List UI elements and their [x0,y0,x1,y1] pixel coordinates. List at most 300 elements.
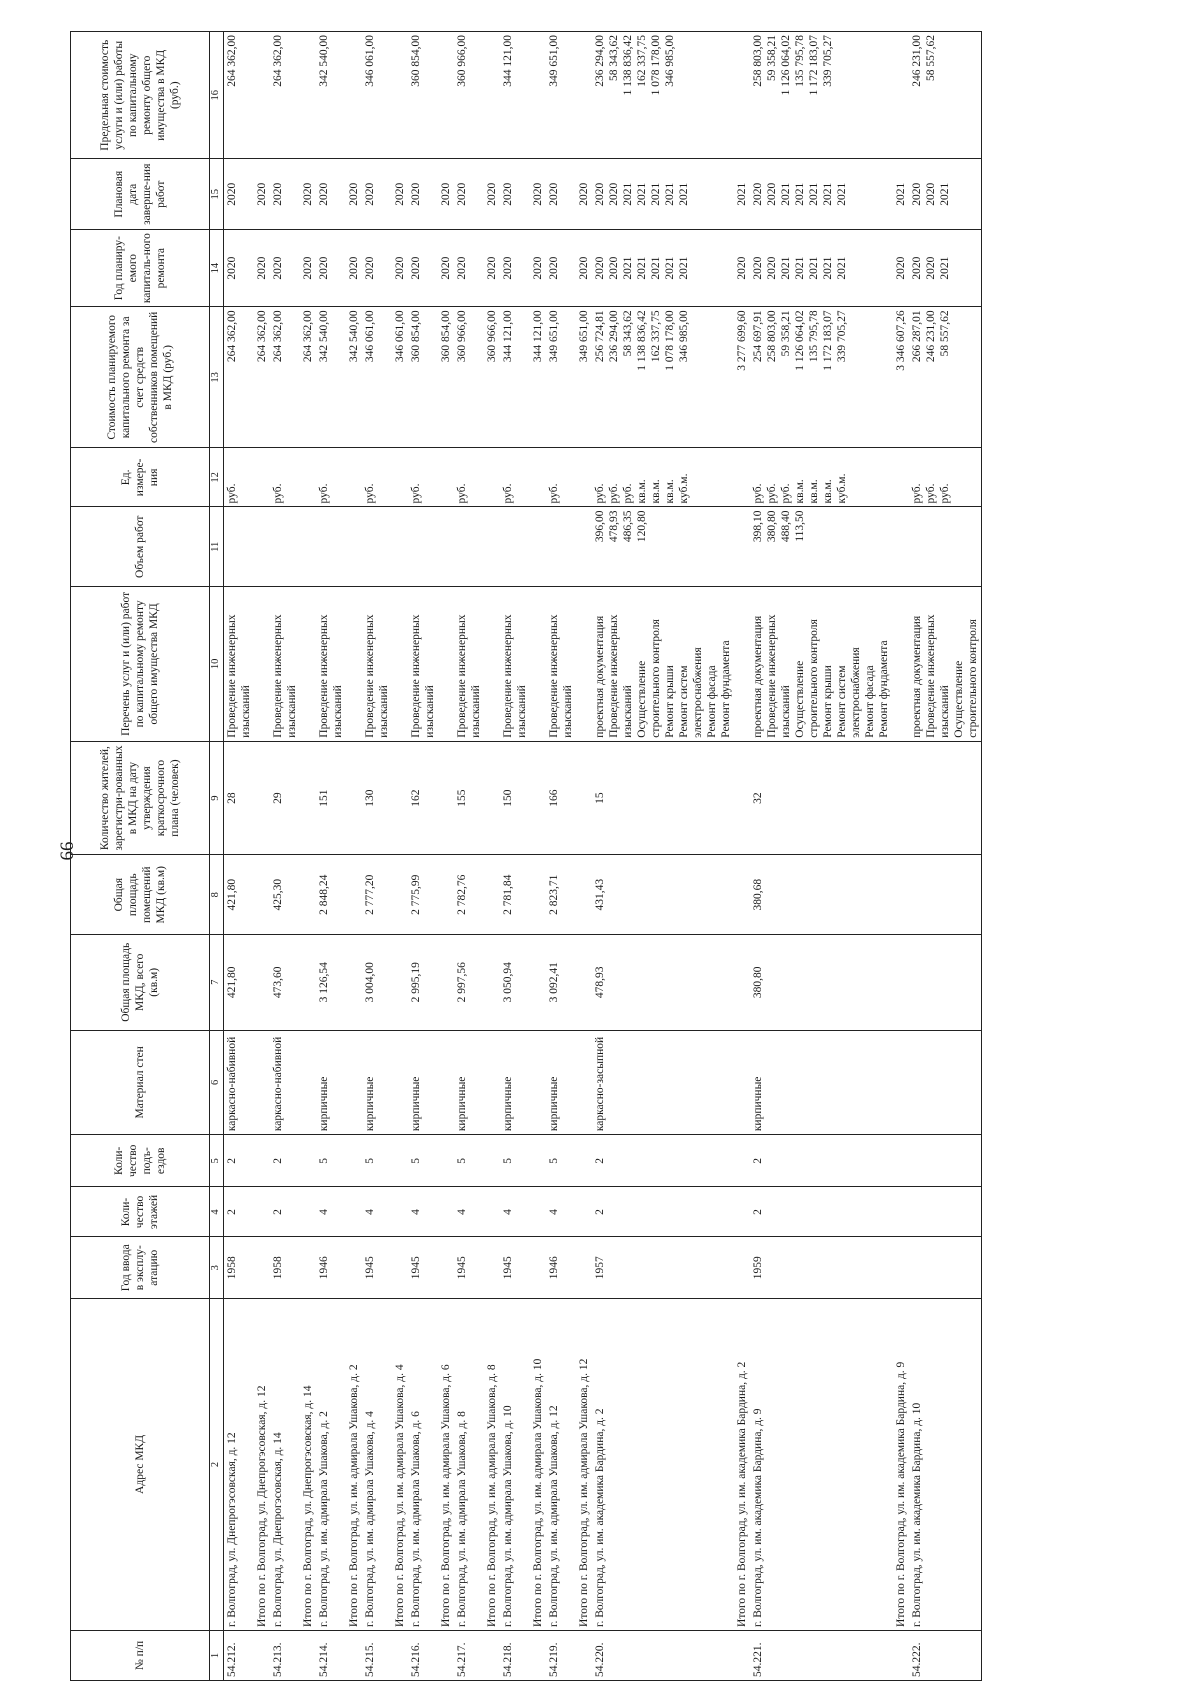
column-number: 2 [210,1298,224,1630]
unit: куб.м. [836,473,849,504]
total-cell [576,1630,592,1680]
total-cell [346,507,362,587]
total-cell [530,1237,546,1298]
cell-row-number [223,1630,254,1680]
total-cell [893,32,909,159]
cell-entrances-count [362,1135,392,1187]
cell-entrances-count [500,1135,530,1187]
repair-year: 2020 [409,256,422,280]
total-end-date: 2020 [393,182,406,206]
total-cell [300,741,316,855]
cell-residents-count [408,741,438,855]
total-cell [576,741,592,855]
cell-floors-count [408,1187,438,1237]
total-area: 3 092,41 [548,962,561,1003]
total-area: 478,93 [594,966,607,999]
work-type: Ремонт крыши [664,665,677,738]
commission-year: 1945 [456,1256,469,1280]
unit: куб.м. [678,473,691,504]
total-cell [254,1187,270,1237]
cell-max-cost [546,32,576,159]
cell-wall-material [500,1030,530,1135]
table-row [362,32,392,1681]
total-cell [893,307,909,448]
total-cell [392,32,408,159]
cell-repair-year [316,229,346,306]
total-cell [300,32,316,159]
repair-year: 2021 [808,256,821,280]
total-cell [346,448,362,507]
total-cell [346,1135,362,1187]
floors-count: 4 [363,1209,376,1215]
max-cost: 344 121,00 [502,35,515,87]
total-cell [346,741,362,855]
unit: руб. [924,483,937,504]
cell-premises-area [909,855,982,935]
total-cell [438,587,454,742]
total-year: 2020 [255,256,268,280]
total-cell [576,229,592,306]
end-date: 2020 [409,182,422,206]
work-type: Проведение инженерных изысканий [409,614,436,738]
cell-total-area [909,935,982,1031]
total-cell [438,1630,454,1680]
cell-residents-count [362,741,392,855]
cell-premises-area [316,855,346,935]
planned-cost: 246 231,00 [924,310,937,363]
column-number: 8 [210,855,224,935]
cell-entrances-count [750,1135,892,1187]
total-row [734,32,750,1681]
total-cost: 264 362,00 [255,310,268,363]
total-cell [346,307,362,448]
cell-total-area [408,935,438,1031]
total-cell [530,448,546,507]
premises-area: 431,43 [594,878,607,911]
planned-cost: 256 724,81 [594,310,607,363]
total-label: Итого по г. Волгоград, ул. им. адмирала Ушакова, д. 10 [532,1358,545,1627]
cell-end-date [500,159,530,230]
total-cell [734,855,750,935]
end-date: 2021 [938,182,951,206]
cell-address [592,1298,734,1630]
column-number-row [210,32,224,1681]
floors-count: 2 [271,1209,284,1215]
total-cell [576,855,592,935]
cell-unit [546,448,576,507]
entrances-count: 5 [456,1157,469,1164]
cell-unit [500,448,530,507]
cell-work-volume [500,507,530,587]
repair-year: 2021 [678,256,691,280]
total-cell [438,935,454,1031]
premises-area: 2 823,71 [548,874,561,915]
row-number: 54.220. [594,1642,607,1677]
max-cost: 162 337,75 [636,35,649,87]
total-cell [346,935,362,1031]
cell-planned-cost [546,307,576,448]
total-end-date: 2020 [532,182,545,206]
cell-address [316,1298,346,1630]
cell-total-area [270,935,300,1031]
cell-entrances-count [546,1135,576,1187]
cell-entrances-count [270,1135,300,1187]
total-cost: 360 854,00 [440,310,453,363]
max-cost: 342 540,00 [317,35,330,87]
cell-residents-count [909,741,982,855]
total-cell [300,1187,316,1237]
work-type: Проведение инженерных изысканий [548,614,575,738]
repair-year: 2021 [822,256,835,280]
total-cell [300,1298,316,1630]
column-number: 14 [210,229,224,306]
total-cell [254,159,270,230]
repair-year: 2020 [766,256,779,280]
total-cell [893,1630,909,1680]
unit: руб. [548,483,561,504]
cell-commission-year [408,1237,438,1298]
total-cell [438,159,454,230]
total-cell [254,1630,270,1680]
total-cell [392,1630,408,1680]
repair-year: 2020 [363,256,376,280]
repair-year: 2020 [271,256,284,280]
end-date: 2021 [650,182,663,206]
cell-row-number [362,1630,392,1680]
total-row [392,32,408,1681]
cell-work-volume [408,507,438,587]
floors-count: 4 [456,1209,469,1215]
total-cell [392,1237,408,1298]
max-cost: 1 126 064,02 [780,35,793,96]
end-date: 2020 [752,182,765,206]
work-type: Ремонт систем электроснабжения [678,647,705,738]
repair-year: 2020 [594,256,607,280]
total-year: 2020 [532,256,545,280]
total-row [300,32,316,1681]
column-header: Плановая дата заверше-ния работ [71,159,210,230]
end-date: 2021 [780,182,793,206]
total-cell [530,307,546,448]
cell-repair-year [270,229,300,306]
unit: кв.м. [636,479,649,504]
unit: кв.м. [794,479,807,504]
cell-address [270,1298,300,1630]
planned-cost: 1 126 064,02 [794,310,807,371]
cell-commission-year [592,1237,734,1298]
total-cell [254,307,270,448]
cell-unit [270,448,300,507]
total-cell [576,935,592,1031]
total-cell [392,935,408,1031]
end-date: 2021 [678,182,691,206]
planned-cost: 264 362,00 [271,310,284,363]
repair-year: 2020 [910,256,923,280]
total-label: Итого по г. Волгоград, ул. им. адмирала Ушакова, д. 12 [578,1358,591,1627]
work-volume: 486,35 [622,510,635,543]
total-cell [438,32,454,159]
column-number: 5 [210,1135,224,1187]
total-cell [346,1298,362,1630]
planned-cost: 254 697,91 [752,310,765,363]
planned-cost: 1 172 183,07 [822,310,835,371]
table-row [454,32,484,1681]
cell-total-area [546,935,576,1031]
cell-row-number [270,1630,300,1680]
cell-address [454,1298,484,1630]
cell-max-cost [362,32,392,159]
column-number: 12 [210,448,224,507]
rotated-page [70,31,1200,1681]
cell-floors-count [500,1187,530,1237]
total-cost: 342 540,00 [347,310,360,363]
residents-count: 130 [363,789,376,807]
total-cell [530,587,546,742]
total-cell [893,448,909,507]
wall-material: каркасно-набивной [225,1036,238,1132]
row-number: 54.219. [548,1642,561,1677]
total-year: 2020 [578,256,591,280]
column-number: 4 [210,1187,224,1237]
total-cell [254,1030,270,1135]
address: г. Волгоград, ул. им. адмирала Ушакова, д. 2 [317,1411,330,1627]
total-cell [438,741,454,855]
cell-floors-count [592,1187,734,1237]
row-number: 54.217. [456,1642,469,1677]
max-cost: 58 557,62 [924,35,937,81]
planned-cost: 59 358,21 [780,310,793,357]
total-year: 2020 [440,256,453,280]
total-year: 2020 [736,256,749,280]
work-type: Проведение инженерных изысканий [766,614,793,738]
cell-repair-year [362,229,392,306]
column-header: Стоимость планируемого капитального ремонта за счет средств собственников помещений в МКД (руб.) [71,307,210,448]
cell-wall-material [270,1030,300,1135]
total-cost: 346 061,00 [393,310,406,363]
commission-year: 1958 [225,1256,238,1280]
work-type: Проведение инженерных изысканий [225,614,252,738]
unit: кв.м. [664,479,677,504]
total-cell [438,448,454,507]
total-end-date: 2020 [578,182,591,206]
cell-entrances-count [592,1135,734,1187]
work-type: Ремонт систем электроснабжения [836,647,863,738]
total-cell [438,1298,454,1630]
total-label: Итого по г. Волгоград, ул. им. академика Бардина, д. 2 [736,1361,749,1627]
cell-end-date [546,159,576,230]
end-date: 2020 [924,182,937,206]
residents-count: 29 [271,792,284,804]
unit: кв.м. [808,479,821,504]
column-header: Общая площадь помещений МКД (кв.м) [71,855,210,935]
total-cell [254,1237,270,1298]
cell-address [500,1298,530,1630]
total-end-date: 2020 [301,182,314,206]
cell-end-date [362,159,392,230]
total-area: 3 004,00 [363,962,376,1003]
total-cell [346,587,362,742]
cell-repair-year [223,229,254,306]
end-date: 2021 [622,182,635,206]
cell-wall-material [223,1030,254,1135]
cell-commission-year [223,1237,254,1298]
cell-end-date [592,159,734,230]
cell-commission-year [546,1237,576,1298]
table-body [223,32,981,1681]
wall-material: каркасно-набивной [271,1036,284,1132]
unit: руб. [456,483,469,504]
total-area: 3 050,94 [502,962,515,1003]
total-year: 2020 [301,256,314,280]
cell-planned-cost [408,307,438,448]
total-cell [392,1030,408,1135]
cell-max-cost [454,32,484,159]
cell-repair-year [592,229,734,306]
total-year: 2020 [393,256,406,280]
table-row [270,32,300,1681]
end-date: 2020 [225,182,238,206]
total-cell [392,448,408,507]
max-cost: 360 854,00 [409,35,422,87]
planned-cost: 360 966,00 [456,310,469,363]
cell-commission-year [362,1237,392,1298]
cell-row-number [909,1630,982,1680]
column-number: 13 [210,307,224,448]
cell-residents-count [546,741,576,855]
total-cell [530,1630,546,1680]
address: г. Волгоград, ул. им. академика Бардина, д. 9 [752,1408,765,1627]
address: г. Волгоград, ул. Днепрогэсовская, д. 12 [225,1432,238,1627]
row-number: 54.222. [910,1642,923,1677]
column-header: Год планиру-емого капиталь-ного ремонта [71,229,210,306]
total-cell [576,1187,592,1237]
table-row [546,32,576,1681]
cell-work-type [362,587,392,742]
total-cost: 264 362,00 [301,310,314,363]
planned-cost: 346 985,00 [678,310,691,363]
residents-count: 151 [317,789,330,807]
total-cell [484,1135,500,1187]
max-cost: 346 061,00 [363,35,376,87]
cell-residents-count [592,741,734,855]
end-date: 2021 [636,182,649,206]
work-volume: 488,40 [780,510,793,543]
cell-floors-count [750,1187,892,1237]
total-cell [734,1187,750,1237]
cell-work-type [270,587,300,742]
wall-material: кирпичные [502,1076,515,1132]
column-number: 10 [210,587,224,742]
cell-premises-area [454,855,484,935]
total-row [484,32,500,1681]
end-date: 2021 [836,182,849,206]
total-cell [438,1135,454,1187]
cell-work-type [546,587,576,742]
wall-material: кирпичные [317,1076,330,1132]
premises-area: 2 781,84 [502,874,515,915]
residents-count: 15 [594,792,607,804]
total-row [438,32,454,1681]
total-cell [576,587,592,742]
cell-work-volume [362,507,392,587]
repair-year: 2020 [456,256,469,280]
cell-planned-cost [750,307,892,448]
cell-total-area [592,935,734,1031]
row-number: 54.221. [752,1642,765,1677]
cell-commission-year [909,1237,982,1298]
cell-premises-area [750,855,892,935]
repair-year: 2021 [636,256,649,280]
cell-repair-year [750,229,892,306]
cell-address [223,1298,254,1630]
cell-end-date [909,159,982,230]
total-cell [300,507,316,587]
work-type: Осуществление строительного контроля [794,619,821,738]
work-type: Ремонт фасада [706,665,719,738]
total-cell [530,855,546,935]
cell-wall-material [408,1030,438,1135]
total-cell [893,1030,909,1135]
premises-area: 2 782,76 [456,874,469,915]
cell-work-volume [592,507,734,587]
cell-wall-material [750,1030,892,1135]
cell-work-type [750,587,892,742]
column-header: Общая площадь МКД, всего (кв.м) [71,935,210,1031]
planned-cost: 1 078 178,00 [664,310,677,371]
cell-work-type [316,587,346,742]
cell-commission-year [454,1237,484,1298]
end-date: 2021 [794,182,807,206]
total-cell [893,855,909,935]
unit: руб. [766,483,779,504]
max-cost: 264 362,00 [225,35,238,87]
total-cell [438,1187,454,1237]
premises-area: 2 775,99 [409,874,422,915]
total-cell [734,587,750,742]
repair-year: 2021 [938,256,951,280]
cell-address [362,1298,392,1630]
cell-total-area [362,935,392,1031]
total-cell [484,1187,500,1237]
column-number: 9 [210,741,224,855]
column-number: 7 [210,935,224,1031]
total-cell [300,1630,316,1680]
cell-entrances-count [909,1135,982,1187]
total-year: 2020 [486,256,499,280]
cell-unit [750,448,892,507]
total-label: Итого по г. Волгоград, ул. им. адмирала Ушакова, д. 4 [393,1364,406,1627]
cell-entrances-count [454,1135,484,1187]
cell-unit [223,448,254,507]
repair-year: 2021 [836,256,849,280]
work-type: Проведение инженерных изысканий [317,614,344,738]
total-cell [576,1030,592,1135]
total-cell [530,935,546,1031]
cell-planned-cost [362,307,392,448]
cell-total-area [223,935,254,1031]
unit: руб. [910,483,923,504]
total-label: Итого по г. Волгоград, ул. им. адмирала Ушакова, д. 2 [347,1364,360,1627]
total-cell [893,507,909,587]
total-cell [734,32,750,159]
row-number: 54.214. [317,1642,330,1677]
cell-max-cost [316,32,346,159]
premises-area: 2 777,20 [363,874,376,915]
work-volume: 120,80 [636,510,649,543]
total-cell [392,1298,408,1630]
unit: руб. [363,483,376,504]
planned-cost: 339 705,27 [836,310,849,363]
